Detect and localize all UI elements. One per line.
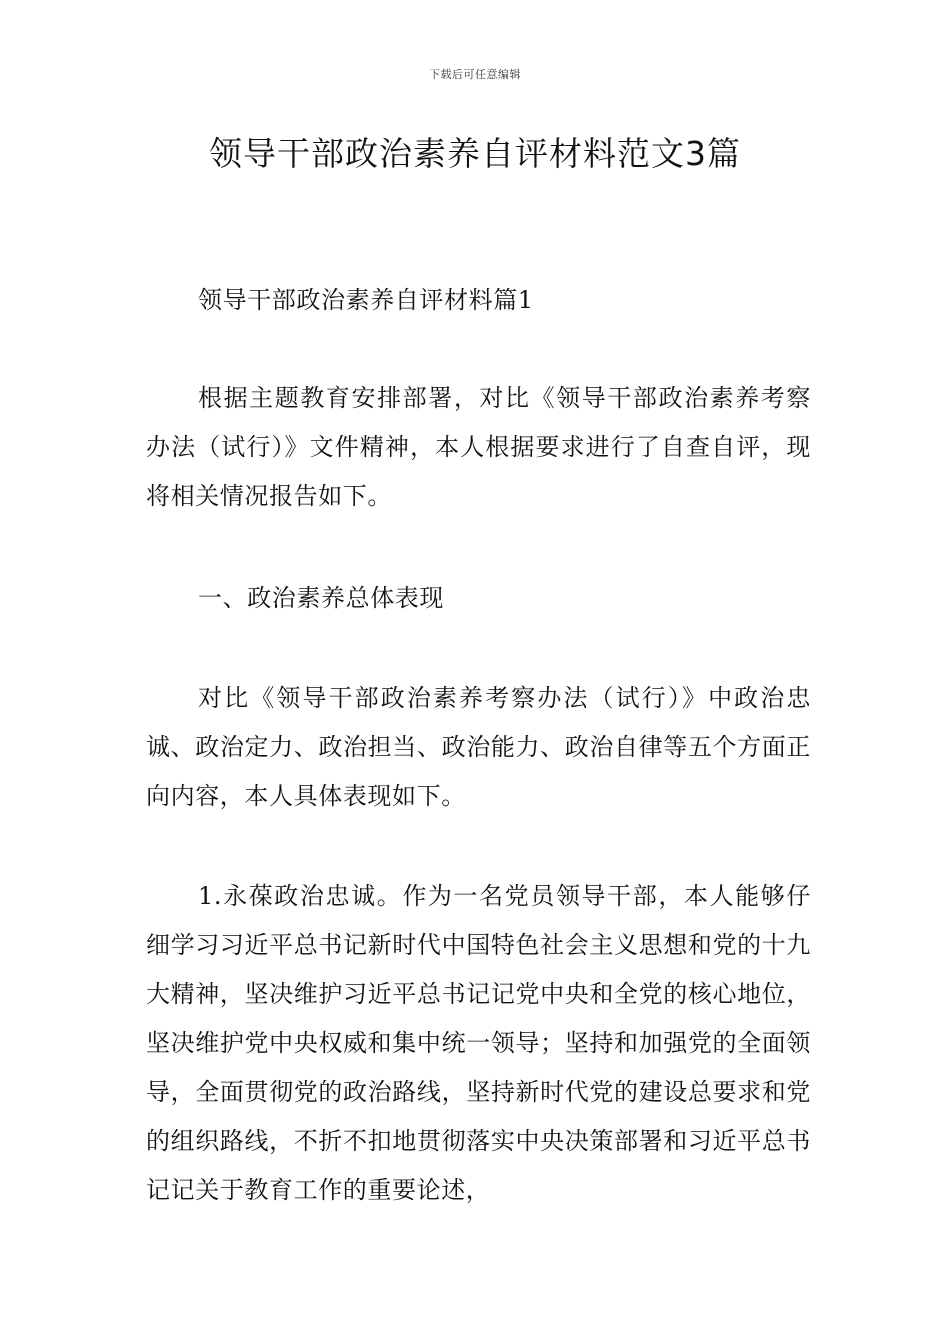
paragraph-comparison: 对比《领导干部政治素养考察办法（试行）》中政治忠诚、政治定力、政治担当、政治能力、政治自律等五个方面正向内容，本人具体表现如下。 xyxy=(146,684,811,810)
heading-overall-performance: 一、政治素养总体表现 xyxy=(198,584,444,612)
paragraph-intro: 根据主题教育安排部署，对比《领导干部政治素养考察办法（试行）》文件精神，本人根据要求进行了自查自评，现将相关情况报告如下。 xyxy=(146,384,811,510)
document-title: 领导干部政治素养自评材料范文3篇 xyxy=(209,134,741,173)
header-note: 下载后可任意编辑 xyxy=(429,68,521,81)
section-heading: 领导干部政治素养自评材料篇1 xyxy=(198,286,534,314)
paragraph-political-loyalty: 1.永葆政治忠诚。作为一名党员领导干部，本人能够仔细学习习近平总书记新时代中国特色社会主义思想和党的十九大精神，坚决维护习近平总书记记党中央和全党的核心地位，坚决维护党中央权威和集中统一领导；坚持和加强党的全面领导，全面贯彻党的政治路线，坚持新时代党的建设总要求和党的组织路线，不折不扣地贯彻落实中央决策部署和习近平总书记记关于教育工作的重要论述， xyxy=(146,882,811,1204)
